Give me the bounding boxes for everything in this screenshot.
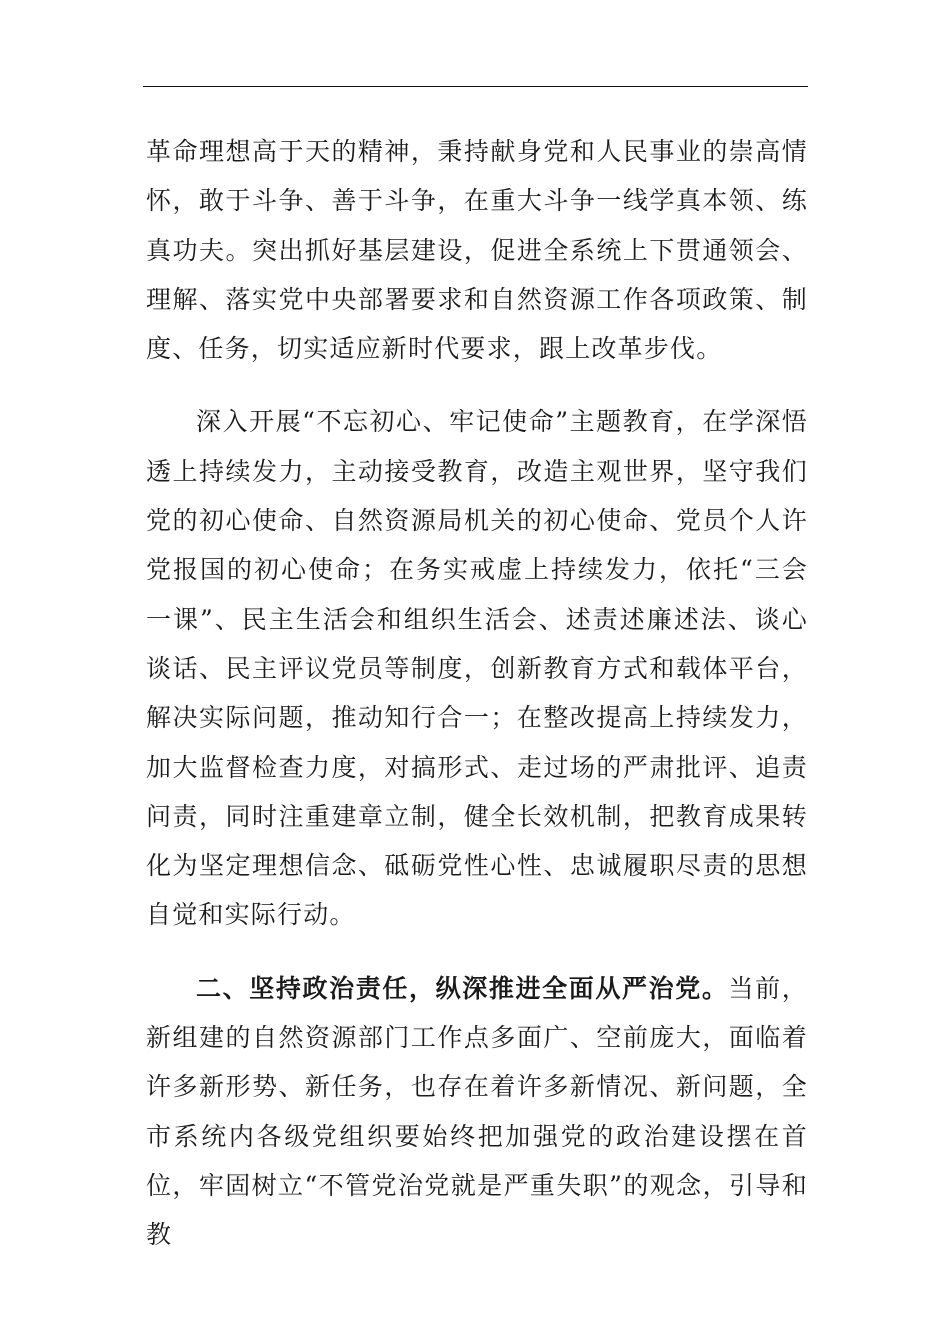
header-rule [143,86,808,87]
section-heading: 二、坚持政治责任，纵深推进全面从严治党。 [196,973,729,1003]
paragraph-1-text: 革命理想高于天的精神，秉持献身党和人民事业的崇高情怀，敢于斗争、善于斗争，在重大斗争一线学真本领、练真功夫。突出抓好基层建设，促进全系统上下贯通领会、理解、落实党中央部署要求和自然资源工作各项政策、制度、任务，切实适应新时代要求，跟上改革步伐。 [146,137,808,364]
paragraph-2 [146,397,808,939]
paragraph-3-text: 当前，新组建的自然资源部门工作点多面广、空前庞大，面临着许多新形势、新任务，也存在着许多新情况、新问题，全市系统内各级党组织要始终把加强党的政治建设摆在首位，牢固树立“不管党治党就是严重失职”的观念，引导和教 [146,973,808,1250]
paragraph-3 [146,964,808,1260]
document-body [146,127,808,1260]
paragraph-2-text: 深入开展“不忘初心、牢记使命”主题教育，在学深悟透上持续发力，主动接受教育，改造主观世界，坚守我们党的初心使命、自然资源局机关的初心使命、党员个人许党报国的初心使命；在务实戒虚上持续发力，依托“三会一课”、民主生活会和组织生活会、述责述廉述法、谈心谈话、民主评议党员等制度，创新教育方式和载体平台，解决实际问题，推动知行合一；在整改提高上持续发力，加大监督检查力度，对搞形式、走过场的严肃批评、追责问责，同时注重建章立制，健全长效机制，把教育成果转化为坚定理想信念、砥砺党性心性、忠诚履职尽责的思想自觉和实际行动。 [146,407,808,930]
paragraph-1 [146,127,808,373]
